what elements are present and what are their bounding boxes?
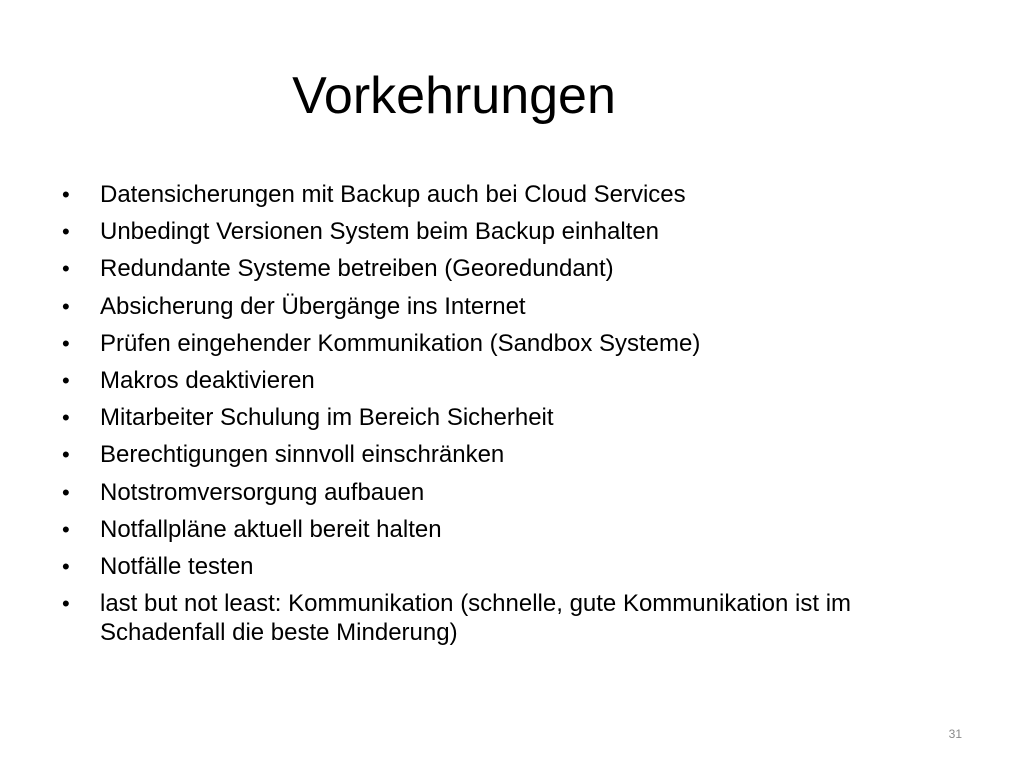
bullet-item-2 — [62, 217, 962, 246]
bullet-marker: • — [62, 293, 70, 319]
bullet-text: Notstromversorgung aufbauen — [100, 478, 425, 506]
bullet-marker: • — [62, 479, 70, 505]
slide-title: Vorkehrungen — [292, 67, 616, 125]
bullet-text: Datensicherungen mit Backup auch bei Cloud Services — [100, 181, 686, 208]
slide-number: 31 — [948, 727, 962, 741]
bullet-marker: • — [62, 405, 70, 431]
bullet-marker: • — [62, 442, 70, 468]
bullet-text: Notfallpläne aktuell bereit halten — [100, 515, 442, 543]
bullet-item-7 — [62, 403, 962, 432]
bullet-item-1 — [62, 180, 962, 209]
bullet-marker: • — [62, 256, 70, 282]
bullet-item-11 — [62, 552, 962, 581]
bullet-item-8 — [62, 440, 962, 469]
bullet-text: last but not least: Kommunikation (schnelle, gute Kommunikation ist im Schadenfall die beste Minderung) — [100, 590, 852, 647]
bullet-marker: • — [62, 219, 70, 245]
bullet-item-6 — [62, 366, 962, 395]
bullet-text: Absicherung der Übergänge ins Internet — [100, 292, 526, 320]
bullet-text: Notfälle testen — [100, 552, 254, 580]
bullet-text: Redundante Systeme betreiben (Georedundant) — [100, 255, 614, 283]
bullet-marker: • — [62, 182, 70, 207]
bullet-text: Mitarbeiter Schulung im Bereich Sicherheit — [100, 404, 554, 432]
bullet-marker: • — [62, 591, 70, 617]
bullet-text: Berechtigungen sinnvoll einschränken — [100, 441, 505, 469]
bullet-text: Prüfen eingehender Kommunikation (Sandbox Systeme) — [100, 329, 701, 357]
bullet-item-3 — [62, 254, 962, 283]
bullet-marker: • — [62, 367, 70, 393]
bullet-item-12 — [62, 589, 962, 647]
bullet-list — [62, 180, 962, 655]
bullet-text: Unbedingt Versionen System beim Backup einhalten — [100, 218, 660, 246]
bullet-marker: • — [62, 330, 70, 356]
bullet-marker: • — [62, 553, 70, 579]
bullet-item-9 — [62, 478, 962, 507]
bullet-item-5 — [62, 329, 962, 358]
bullet-text: Makros deaktivieren — [100, 366, 315, 394]
bullet-item-10 — [62, 515, 962, 544]
bullet-marker: • — [62, 516, 70, 542]
bullet-item-4 — [62, 292, 962, 321]
